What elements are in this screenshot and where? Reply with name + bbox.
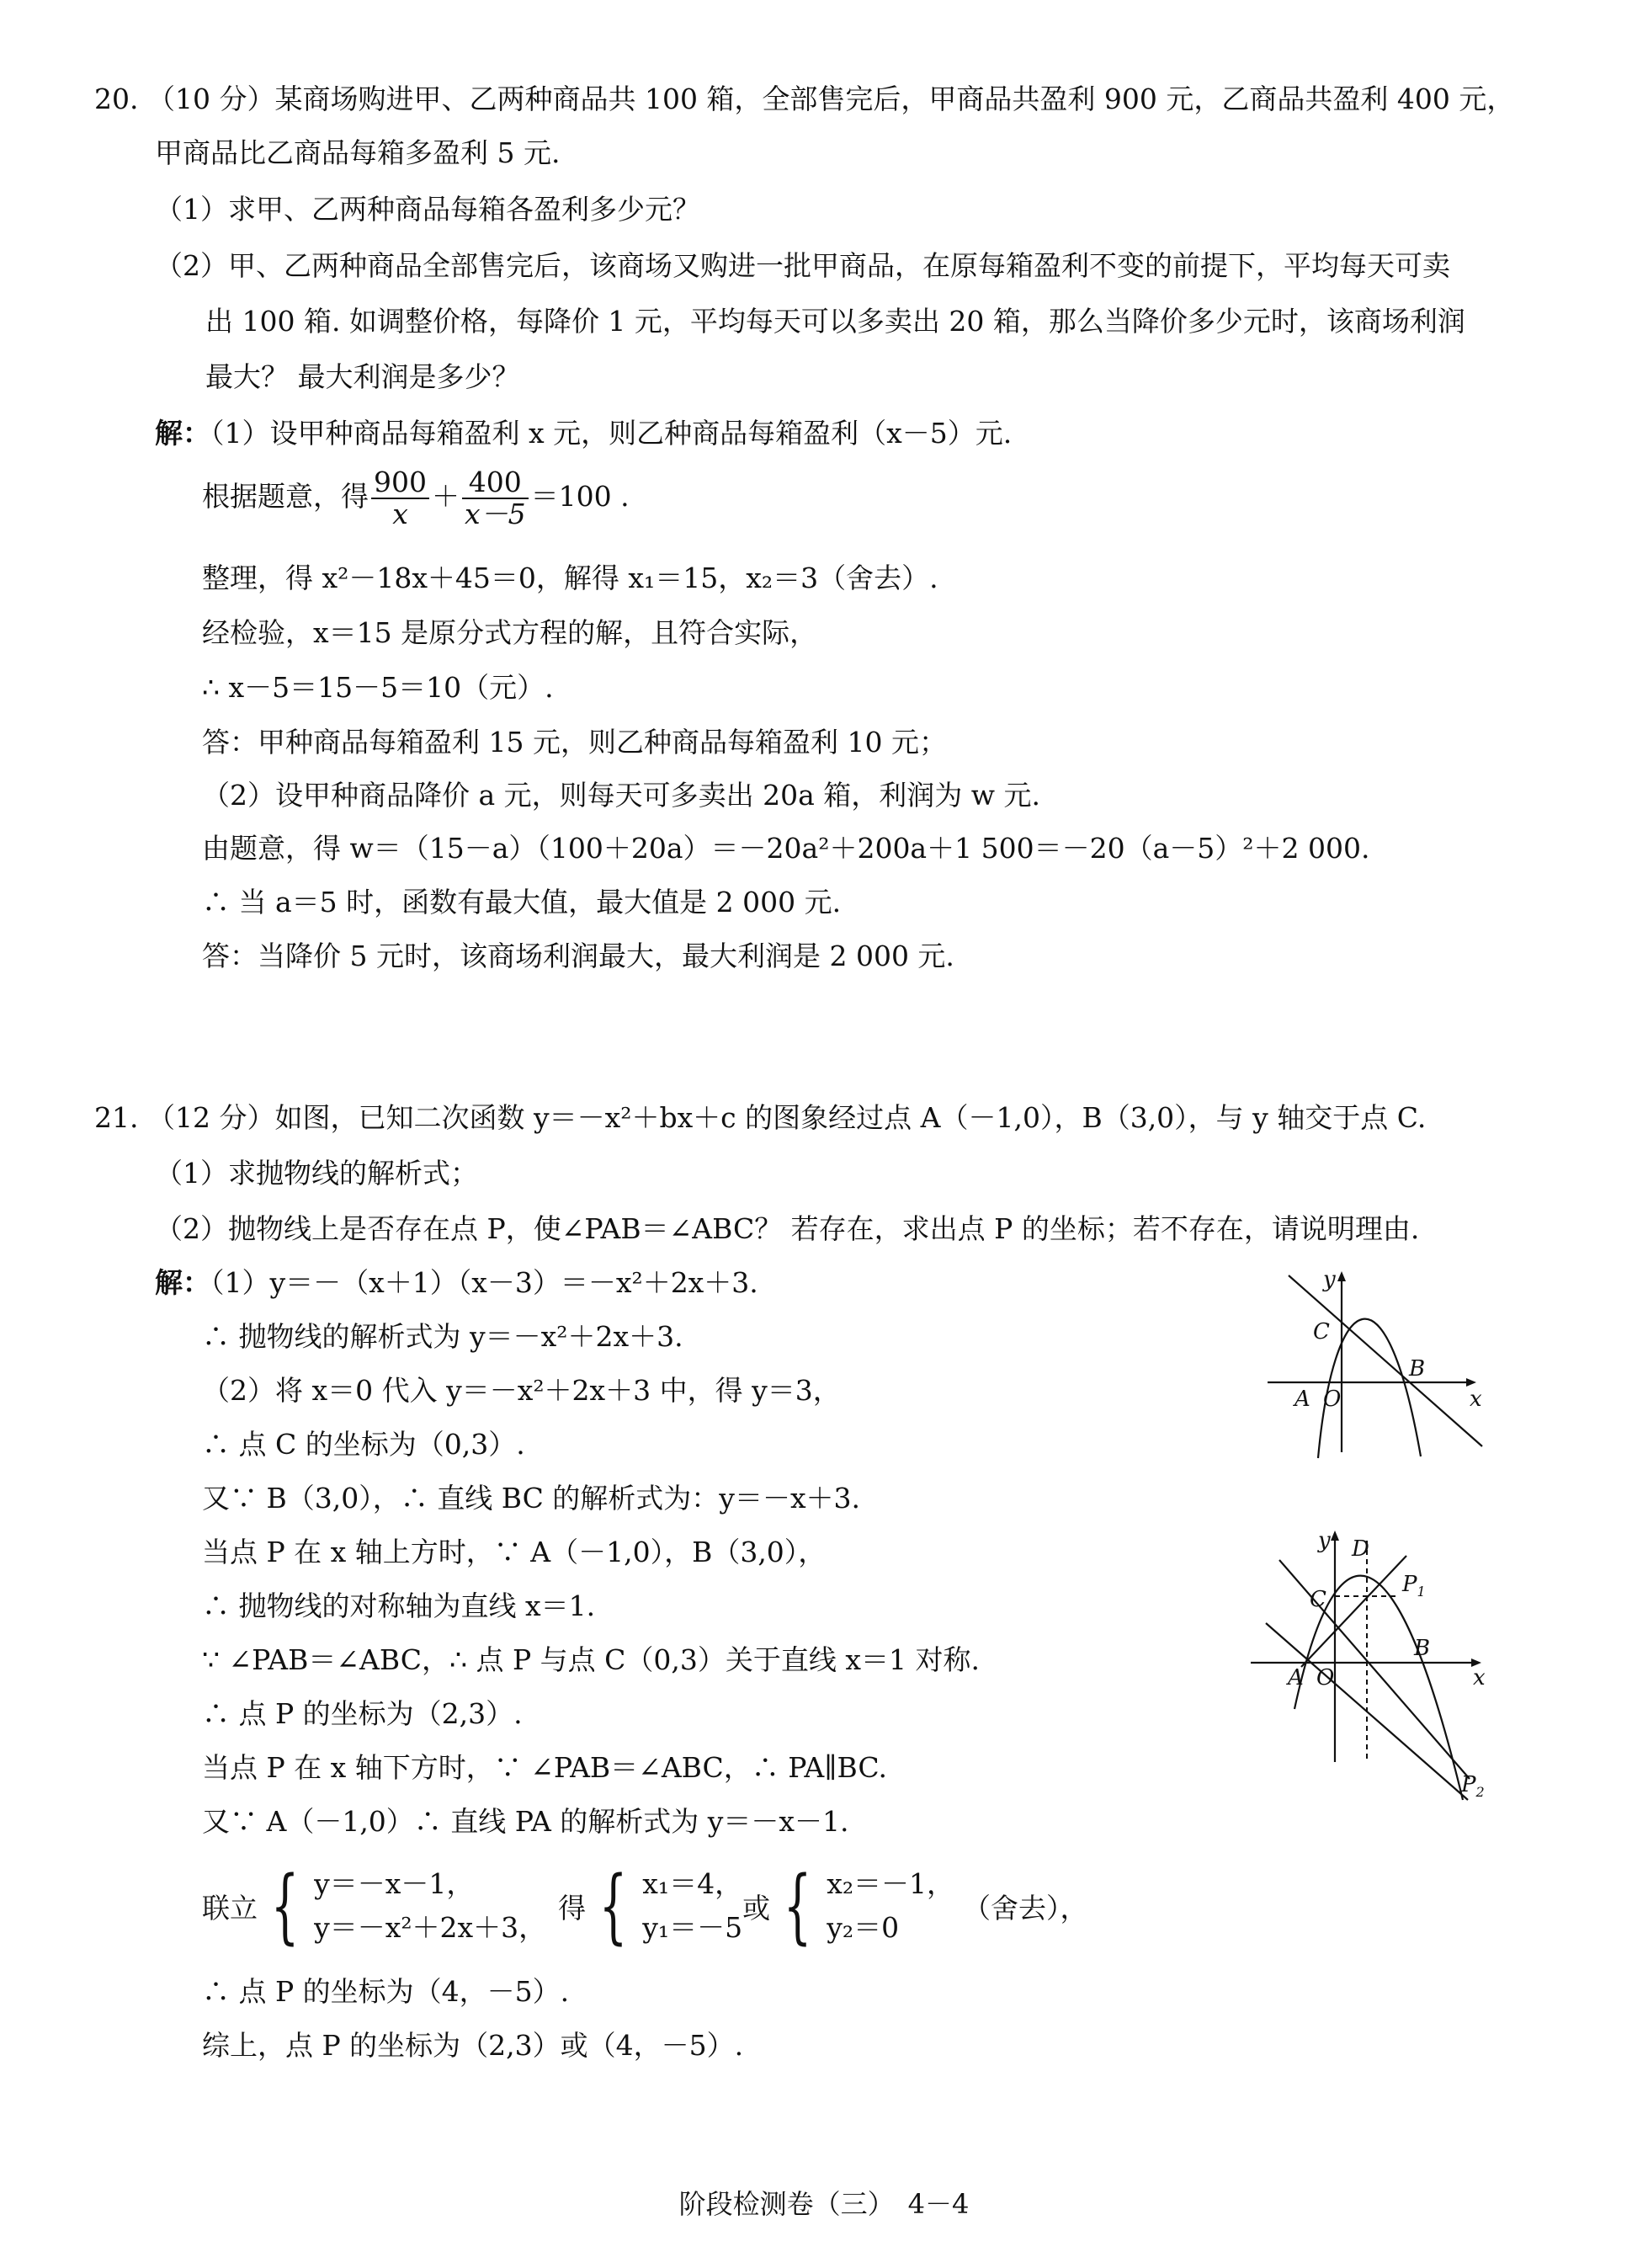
frac-den: x [392,498,408,530]
system-rows [314,1867,546,1945]
line-bc [1279,1560,1470,1779]
label-o: O [1323,1387,1342,1412]
label-d: D [1352,1536,1369,1562]
fraction-900-over-x [371,467,429,530]
p1-letter: P [1402,1572,1417,1597]
q21-sol-s6: 当点 P 在 x 轴上方时，∵ A（－1,0），B（3,0）， [202,1536,827,1568]
p2-subscript: 2 [1475,1784,1485,1800]
q21-number: 21. [94,1101,139,1134]
label-p1 [1401,1572,1426,1600]
q21-sol-s12: ∴ 点 P 的坐标为（4，－5）. [202,1975,570,2008]
q21-sol-s13: 综上，点 P 的坐标为（2,3）或（4，－5）. [202,2029,744,2062]
label-a: A [1288,1665,1304,1690]
q20-stem-line1 [94,83,1514,116]
fraction-400-over-x-minus-5 [462,467,529,530]
label-x: x [1470,1387,1482,1412]
q20-sol-equation: 根据题意，得 $\frac{900}{x}$ ＋ $\frac{400}{x-5}$ ＝100 . [202,466,630,530]
q20-sol-s8: 由题意，得 w＝（15－a）（100＋20a）＝－20a²＋200a＋1 500＝－20（a－5）²＋2 000. [202,832,1370,865]
q21-stem [94,1101,1426,1135]
p1-subscript: 1 [1417,1584,1426,1600]
solution-rows-1 [642,1867,742,1945]
q21-part1: （1）求抛物线的解析式； [155,1157,478,1190]
frac-num: 400 [462,467,529,499]
label-b: B [1409,1356,1426,1382]
q20-sol-s2-post: ＝100 . [530,480,630,513]
label-p2 [1460,1772,1485,1800]
q21-sol-s11: 又∵ A（－1,0）∴ 直线 PA 的解析式为 y＝－x－1. [202,1805,849,1838]
q20-sol-s1: （1）设甲种商品每箱盈利 x 元，则乙种商品每箱盈利（x－5）元. [210,417,1013,450]
system-or: 或 [742,1891,771,1925]
page-footer: 阶段检测卷（三） 4－4 [678,2188,970,2220]
q20-sol-s9: ∴ 当 a＝5 时，函数有最大值，最大值是 2 000 元. [202,886,842,918]
q21-score: （12 分） [146,1101,275,1134]
line-bc [1289,1275,1482,1446]
q20-sol-s4: 经检验，x＝15 是原分式方程的解，且符合实际， [202,616,818,649]
q20-sol-s2-pre: 根据题意，得 [202,480,369,513]
label-y: y [1323,1267,1336,1292]
q21-sol-s3: （2）将 x＝0 代入 y＝－x²＋2x＋3 中，得 y＝3， [202,1374,841,1407]
q20-score: （10 分） [146,83,275,115]
frac-num: 900 [371,467,429,499]
q20-part2-line3: 最大？ 最大利润是多少？ [205,360,520,393]
q20-stem-text: 某商场购进甲、乙两种商品共 100 箱，全部售完后，甲商品共盈利 900 元，乙商品共盈利 400 元， [274,83,1515,115]
q21-sol-s4: ∴ 点 C 的坐标为（0,3）. [202,1428,525,1461]
q21-part2: （2）抛物线上是否存在点 P，使∠PAB＝∠ABC？ 若存在，求出点 P 的坐标；若不存在，请说明理由. [155,1212,1420,1245]
left-brace: { [270,1859,300,1953]
q21-sol-s2: ∴ 抛物线的解析式为 y＝－x²＋2x＋3. [202,1320,683,1353]
left-brace: { [783,1859,812,1953]
system-mid: 得 [558,1891,587,1925]
label-a: A [1294,1387,1310,1412]
q21-solution-label: 解： [155,1266,210,1299]
q21-sol-s9: ∴ 点 P 的坐标为（2,3）. [202,1697,523,1730]
q21-sol-s5: 又∵ B（3,0），∴ 直线 BC 的解析式为：y＝－x＋3. [202,1482,861,1515]
solution-y2: y₂＝0 [827,1911,900,1944]
label-b: B [1414,1636,1431,1661]
system-row-2: y＝－x²＋2x＋3， [314,1911,547,1944]
q20-number: 20. [94,83,139,115]
q20-sol-s7: （2）设甲种商品降价 a 元，则每天可多卖出 20a 箱，利润为 w 元. [202,779,1041,812]
x-axis-arrow-icon [1466,1378,1476,1387]
q20-sol-s10: 答：当降价 5 元时，该商场利润最大，最大利润是 2 000 元. [202,940,954,972]
q20-stem-line2: 甲商品比乙商品每箱多盈利 5 元. [155,136,561,169]
label-y: y [1318,1528,1331,1553]
label-c: C [1310,1587,1326,1612]
q21-sol-s1: （1）y＝－（x＋1）（x－3）＝－x²＋2x＋3. [210,1266,758,1299]
left-brace: { [598,1859,628,1953]
label-o: O [1316,1665,1335,1690]
q20-part2-line1: （2）甲、乙两种商品全部售完后，该商场又购进一批甲商品，在原每箱盈利不变的前提下，平均每天可卖 [155,249,1450,282]
label-c: C [1313,1319,1330,1344]
q21-sol-s8: ∵ ∠PAB＝∠ABC，∴ 点 P 与点 C（0,3）关于直线 x＝1 对称. [202,1643,980,1676]
q21-figure-2 [1242,1522,1495,1808]
q21-stem-text: 如图，已知二次函数 y＝－x²＋bx＋c 的图象经过点 A（－1,0），B（3,0），与 y 轴交于点 C. [274,1101,1427,1134]
frac-den: x－5 [465,498,526,530]
system-row-1: y＝－x－1， [314,1867,475,1900]
q21-solution-line1 [155,1266,758,1300]
q20-part2-line2: 出 100 箱. 如调整价格，每降价 1 元，平均每天可以多卖出 20 箱，那么当降价多少元时，该商场利润 [205,305,1465,338]
q20-sol-s3: 整理，得 x²－18x＋45＝0，解得 x₁＝15，x₂＝3（舍去）. [202,562,938,594]
y-axis-arrow-icon [1331,1531,1339,1541]
solution-y1: y₁＝－5 [642,1911,743,1944]
label-x: x [1473,1665,1486,1690]
q20-solution-label: 解： [155,417,210,450]
system-lead: 联立 [202,1891,258,1925]
q21-sol-s7: ∴ 抛物线的对称轴为直线 x＝1. [202,1589,596,1622]
solution-x2: x₂＝－1， [827,1867,955,1900]
q21-sol-s10: 当点 P 在 x 轴下方时，∵ ∠PAB＝∠ABC，∴ PA∥BC. [202,1751,887,1784]
q20-sol-s6: 答：甲种商品每箱盈利 15 元，则乙种商品每箱盈利 10 元； [202,726,947,759]
q20-sol-s5: ∴ x－5＝15－5＝10（元）. [202,671,554,704]
q20-solution-line1 [155,417,1012,450]
p2-letter: P [1461,1772,1476,1797]
system-post: （舍去）， [963,1891,1088,1925]
q21-equation-system [202,1859,1088,1953]
solution-rows-2 [827,1867,954,1945]
solution-x1: x₁＝4， [642,1867,743,1900]
q21-figure-1 [1259,1263,1495,1465]
y-axis-arrow-icon [1337,1271,1346,1281]
q20-part1: （1）求甲、乙两种商品每箱各盈利多少元？ [155,193,700,226]
